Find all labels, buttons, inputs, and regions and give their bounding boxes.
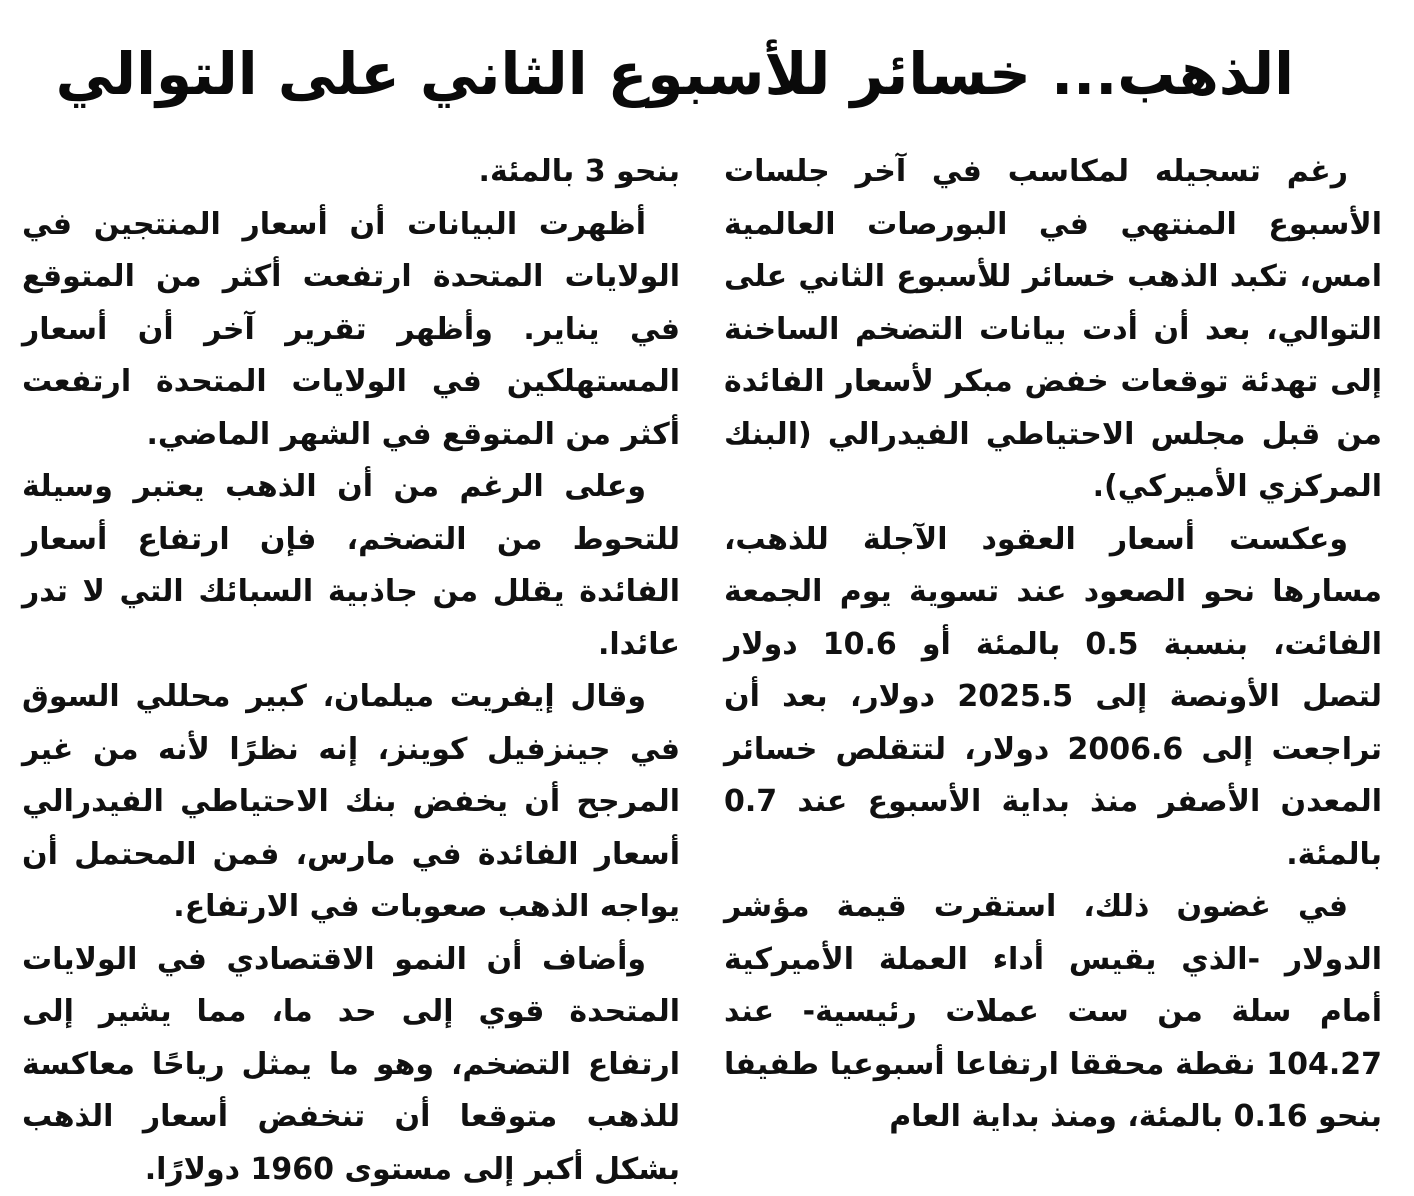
paragraph: وقال إيفريت ميلمان، كبير محللي السوق في جينزفيل كوينز، إنه نظرًا لأنه من غير المرجح أن يخفض بنك الاحتياطي الفيدرالي أسعار الفائدة في مارس، فمن المحتمل أن يواجه الذهب صعوبات في الارتفاع. (22, 671, 680, 934)
article-column-left (22, 146, 680, 1196)
paragraph: بنحو 3 بالمئة. (22, 146, 680, 199)
article-column-right (724, 146, 1382, 1144)
paragraph: رغم تسجيله لمكاسب في آخر جلسات الأسبوع المنتهي في البورصات العالمية امس، تكبد الذهب خسائر للأسبوع الثاني على التوالي، بعد أن أدت بيانات التضخم الساخنة إلى تهدئة توقعات خفض مبكر لأسعار الفائدة من قبل مجلس الاحتياطي الفيدرالي (البنك المركزي الأميركي). (724, 146, 1382, 514)
paragraph: في غضون ذلك، استقرت قيمة مؤشر الدولار -الذي يقيس أداء العملة الأميركية أمام سلة من ست عملات رئيسية- عند 104.27 نقطة محققا ارتفاعا أسبوعيا طفيفا بنحو 0.16 بالمئة، ومنذ بداية العام (724, 881, 1382, 1144)
article-headline: الذهب... خسائر للأسبوع الثاني على التوالي (120, 34, 1294, 114)
paragraph: وأضاف أن النمو الاقتصادي في الولايات المتحدة قوي إلى حد ما، مما يشير إلى ارتفاع التضخم، وهو ما يمثل رياحًا معاكسة للذهب متوقعا أن تنخفض أسعار الذهب بشكل أكبر إلى مستوى 1960 دولارًا. (22, 934, 680, 1196)
paragraph: وعلى الرغم من أن الذهب يعتبر وسيلة للتحوط من التضخم، فإن ارتفاع أسعار الفائدة يقلل من جاذبية السبائك التي لا تدر عائدا. (22, 461, 680, 671)
paragraph: أظهرت البيانات أن أسعار المنتجين في الولايات المتحدة ارتفعت أكثر من المتوقع في يناير. وأظهر تقرير آخر أن أسعار المستهلكين في الولايات المتحدة ارتفعت أكثر من المتوقع في الشهر الماضي. (22, 199, 680, 462)
paragraph: وعكست أسعار العقود الآجلة للذهب، مسارها نحو الصعود عند تسوية يوم الجمعة الفائت، بنسبة 0.5 بالمئة أو 10.6 دولار لتصل الأونصة إلى 2025.5 دولار، بعد أن تراجعت إلى 2006.6 دولار، لتتقلص خسائر المعدن الأصفر منذ بداية الأسبوع عند 0.7 بالمئة. (724, 514, 1382, 882)
